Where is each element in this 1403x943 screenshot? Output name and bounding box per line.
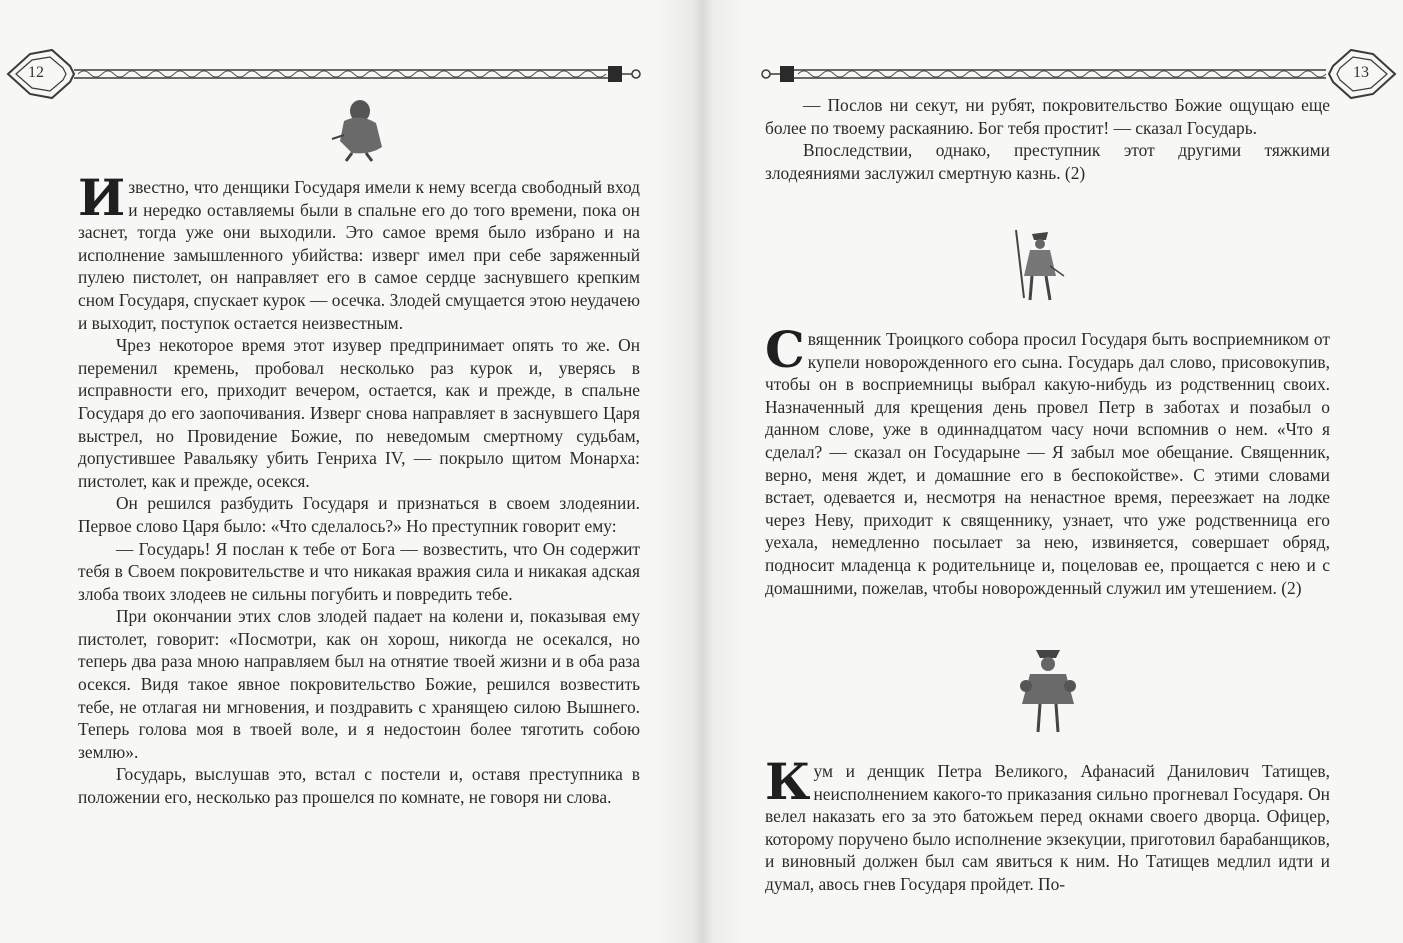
right-page [690,0,1403,943]
ornamental-border-icon [0,46,650,102]
drop-cap: И [78,168,126,227]
left-header-ornament [0,46,650,102]
paragraph: Чрез некоторое время этот изувер предпринимает опять то же. Он переменил кремень, пробовал несколько раз курок и, уверясь в исправности его, приходит вечером, остается, как и прежде, в спальне Государя до его заопочивания. Изверг снова направляет в заснувшего Царя выстрел, но Провидение Божие, по неведомым смертному судьбам, допустившее Равальяку убить Генриха IV, — покрыло щитом Монарха: пистолет, как и прежде, осекся. [78,335,640,491]
paragraph: Впоследствии, однако, преступник этот другими тяжкими злодеяниями заслужил смертную казнь. (2) [765,140,1330,183]
paragraph: Государь, выслушав это, встал с постели и, оставя преступника в положении его, несколько раз прошелся по комнате, не говоря ни слова. [78,764,640,808]
page-number: 13 [1353,64,1369,81]
drop-cap: С [765,320,805,379]
paragraph: При окончании этих слов злодей падает на колени и, показывая ему пистолет, говорит: «Посмотри, как он хорош, никогда не осекался, но теперь два раза мною направляем был на отнятие твоей жизни и в оба раза осекся. Видя такое явное покровительство Божие, решился возвестить тебе, не отлагая ни мгновения, и поздравить с хранящею силою Вышнего. Теперь голова моя в твоей воле, и я недостоин более тяготить собою землю». [78,606,640,762]
paragraph: Священник Троицкого собора просил Государя быть восприемником от купели новорожденного его сына. Государь дал слово, присовокупив, чтобы он в восприемницы выбрал какую-нибудь из родственниц своих. Назначенный для крещения день провел Петр в заботах и позабыл о данном слове, уже в одиннадцатом часу ночи вспомнив о нем. «Что я сделал? — сказал он Государыне — Я забыл мое обещание. Священник, верно, меня ждет, и домашние его в беспокойстве». С этими словами встает, одевается и, несмотря на ненастное время, переезжает на лодке через Неву, приходит к священнику, узнает, что уже родственница его уехала, немедленно посылает за нею, извиняется, совершает обряд, подносит младенца к родительнице и, поцеловав ее, прощается с нею и с домашними, пожелав, чтобы новорожденный служил им утешением. (2) [765,320,1330,598]
right-body-text-top [765,94,1330,184]
figure-courtier-icon [1016,642,1080,738]
left-page [0,0,690,943]
paragraph: — Государь! Я послан к тебе от Бога — возвестить, что Он содержит тебя в Своем покровительстве и что никакая вражия сила и никакая адская злоба твоих злодеев не сильны погубить и повредить тебе. [78,538,640,604]
paragraph: Он решился разбудить Государя и признаться в своем злодеянии. Первое слово Царя было: «Что сделалось?» Но преступник говорит ему: [78,493,640,536]
figure-soldier-with-musket-icon [1010,226,1070,308]
paragraph: — Послов ни секут, ни рубят, покровительство Божие ощущаю еще более по твоему раскаянию. Бог тебя простит! — сказал Государь. [765,95,1330,138]
left-body-text [78,168,640,809]
right-body-text-story-3 [765,752,1330,896]
figure-kneeling-man-icon [322,95,392,165]
right-body-text-story-2 [765,320,1330,599]
page-number: 12 [28,64,44,81]
drop-cap: К [765,752,811,811]
paragraph: Кум и денщик Петра Великого, Афанасий Данилович Татищев, неисполнением какого-то приказания сильно прогневал Государя. Он велел наказать его за это батожьем перед окнами своего дворца. Офицер, которому поручено было исполнение экзекуции, приготовил барабанщиков, и виновный должен был сам явиться к ним. Но Татищев медлил идти и думал, авось гнев Государя пройдет. По- [765,752,1330,894]
paragraph: Известно, что денщики Государя имели к нему всегда свободный вход и нередко оставляемы были в спальне его до того времени, пока он заснет, тогда уже они выходили. Это самое время было избрано и на исполнение замышленного убийства: изверг имел при себе заряженный пулею пистолет, он направляет его в самое сердце заснувшего крепким сном Государя, спускает курок — осечка. Злодей смущается этою неудачею и выходит, поступок остается неизвестным. [78,168,640,333]
